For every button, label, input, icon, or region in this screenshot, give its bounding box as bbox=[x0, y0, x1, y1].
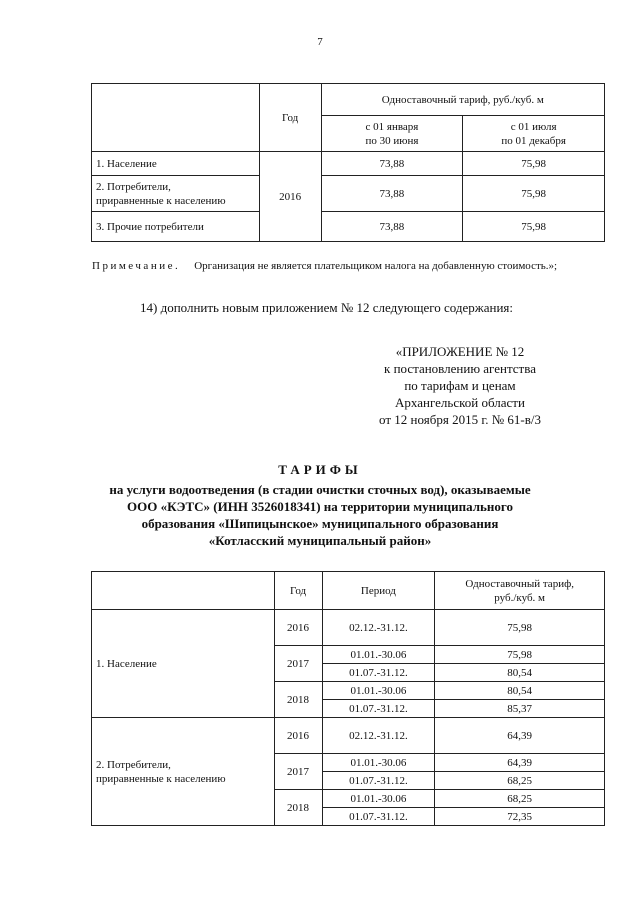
year-cell: 2017 bbox=[274, 754, 322, 790]
period-cell: 01.01.-30.06 bbox=[322, 754, 435, 772]
header-year: Год bbox=[274, 572, 322, 610]
year-cell: 2018 bbox=[274, 790, 322, 826]
row-name: 2. Потребители, приравненные к населению bbox=[92, 176, 260, 212]
value-cell: 64,39 bbox=[435, 754, 605, 772]
value-cell: 75,98 bbox=[463, 212, 605, 242]
value-cell: 80,54 bbox=[435, 682, 605, 700]
period-cell: 01.01.-30.06 bbox=[322, 682, 435, 700]
period-cell: 01.07.-31.12. bbox=[322, 772, 435, 790]
appendix-line: по тарифам и ценам bbox=[404, 378, 516, 393]
year-cell: 2017 bbox=[274, 646, 322, 682]
header-empty-cell bbox=[92, 84, 260, 152]
appendix-line: Архангельской области bbox=[395, 395, 525, 410]
tariffs-subtitle bbox=[70, 481, 570, 549]
note-label: Примечание. bbox=[92, 260, 181, 272]
subtitle-line: на услуги водоотведения (в стадии очистки сточных вод), оказываемые bbox=[109, 482, 531, 497]
period-cell: 02.12.-31.12. bbox=[322, 718, 435, 754]
value-cell: 68,25 bbox=[435, 790, 605, 808]
appendix-line: от 12 ноября 2015 г. № 61-в/3 bbox=[379, 412, 541, 427]
group-name: 1. Население bbox=[92, 610, 275, 718]
period-cell: 01.07.-31.12. bbox=[322, 808, 435, 826]
header-empty-cell bbox=[92, 572, 275, 610]
period-cell: 01.07.-31.12. bbox=[322, 700, 435, 718]
subtitle-line: «Котласский муниципальный район» bbox=[208, 533, 432, 548]
note-text: Организация не является плательщиком налога на добавленную стоимость.»; bbox=[194, 260, 558, 272]
value-cell: 68,25 bbox=[435, 772, 605, 790]
tariffs-title: ТАРИФЫ bbox=[278, 462, 362, 477]
appendix-line: к постановлению агентства bbox=[384, 361, 536, 376]
note bbox=[92, 259, 602, 274]
appendix-line: «ПРИЛОЖЕНИЕ № 12 bbox=[395, 344, 525, 359]
value-cell: 73,88 bbox=[321, 212, 463, 242]
value-cell: 75,98 bbox=[463, 176, 605, 212]
subtitle-line: образования «Шипицынское» муниципального образования bbox=[141, 516, 499, 531]
header-year: Год bbox=[259, 84, 321, 152]
amendment-item-14: 14) дополнить новым приложением № 12 следующего содержания: bbox=[140, 300, 514, 315]
value-cell: 72,35 bbox=[435, 808, 605, 826]
row-name: 3. Прочие потребители bbox=[92, 212, 260, 242]
header-period: Период bbox=[322, 572, 435, 610]
page-number: 7 bbox=[317, 36, 323, 48]
value-cell: 73,88 bbox=[321, 152, 463, 176]
tariff-table-2 bbox=[91, 571, 605, 826]
value-cell: 80,54 bbox=[435, 664, 605, 682]
period-cell: 01.01.-30.06 bbox=[322, 790, 435, 808]
tariff-table-1 bbox=[91, 83, 605, 242]
period-cell: 02.12.-31.12. bbox=[322, 610, 435, 646]
value-cell: 75,98 bbox=[435, 610, 605, 646]
group-name: 2. Потребители, приравненные к населению bbox=[92, 718, 275, 826]
row-name: 1. Население bbox=[92, 152, 260, 176]
value-cell: 85,37 bbox=[435, 700, 605, 718]
value-cell: 75,98 bbox=[435, 646, 605, 664]
year-cell: 2018 bbox=[274, 682, 322, 718]
header-period-1: с 01 января по 30 июня bbox=[321, 116, 463, 152]
subtitle-line: ООО «КЭТС» (ИНН 3526018341) на территории муниципального bbox=[127, 499, 513, 514]
header-tariff: Одноставочный тариф, руб./куб. м bbox=[321, 84, 604, 116]
value-cell: 75,98 bbox=[463, 152, 605, 176]
period-cell: 01.01.-30.06 bbox=[322, 646, 435, 664]
period-cell: 01.07.-31.12. bbox=[322, 664, 435, 682]
year-cell: 2016 bbox=[274, 610, 322, 646]
value-cell: 73,88 bbox=[321, 176, 463, 212]
value-cell: 64,39 bbox=[435, 718, 605, 754]
header-period-2: с 01 июля по 01 декабря bbox=[463, 116, 605, 152]
appendix-heading bbox=[340, 343, 580, 428]
header-tariff: Одноставочный тариф, руб./куб. м bbox=[435, 572, 605, 610]
year-cell: 2016 bbox=[259, 152, 321, 242]
year-cell: 2016 bbox=[274, 718, 322, 754]
